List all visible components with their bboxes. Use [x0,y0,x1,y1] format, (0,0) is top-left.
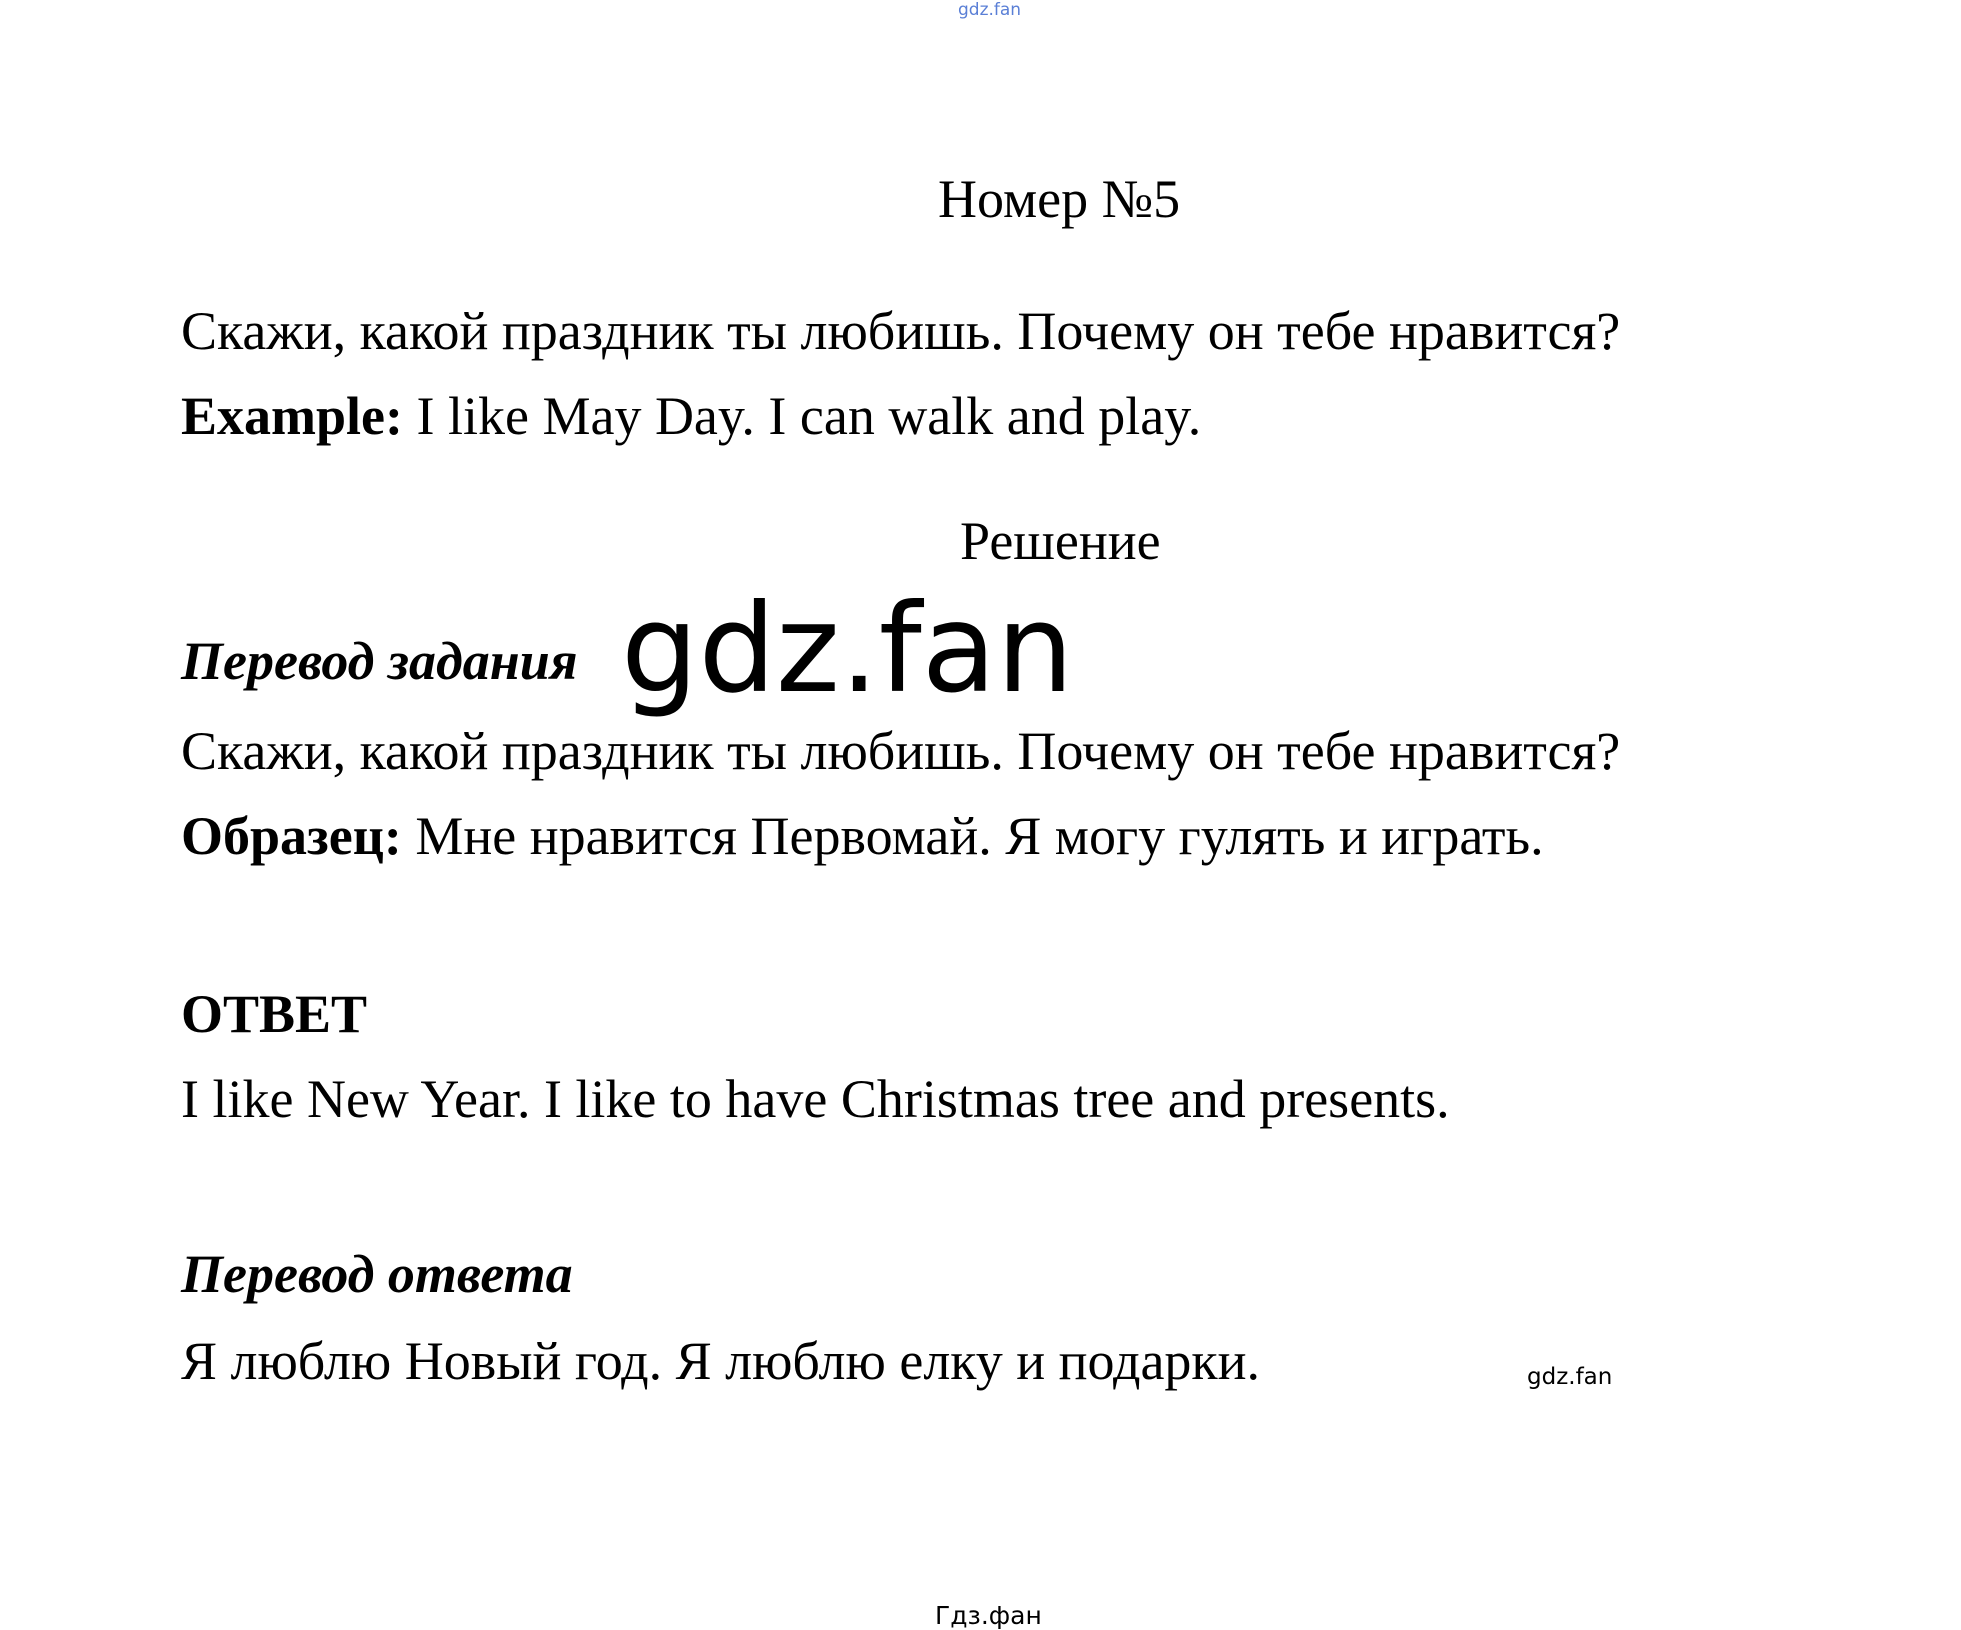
watermark-big: gdz.fan [621,578,1074,720]
watermark-small: gdz.fan [1527,1364,1613,1390]
answer-translation-text: Я люблю Новый год. Я люблю елку и подарки. [181,1331,1261,1391]
watermark-bottom: Гдз.фан [935,1601,1042,1630]
page-title: Номер №5 [938,169,1181,229]
translation-text: Скажи, какой праздник ты любишь. Почему он тебе нравится? [181,721,1621,781]
translation-heading: Перевод задания [181,631,578,691]
example-text: I like May Day. I can walk and play. [403,386,1202,446]
watermark-top: gdz.fan [958,0,1022,20]
example-label: Example: [181,386,403,446]
solution-heading: Решение [960,511,1161,571]
answer-translation-heading: Перевод ответа [181,1244,573,1304]
sample-text: Мне нравится Первомай. Я могу гулять и играть. [401,806,1544,866]
task-text: Скажи, какой праздник ты любишь. Почему он тебе нравится? [181,301,1621,361]
answer-heading: ОТВЕТ [181,984,368,1044]
sample-label: Образец: [181,806,402,866]
answer-text: I like New Year. I like to have Christmas tree and presents. [181,1069,1450,1129]
task-example [181,385,1201,447]
translation-sample [181,805,1544,867]
